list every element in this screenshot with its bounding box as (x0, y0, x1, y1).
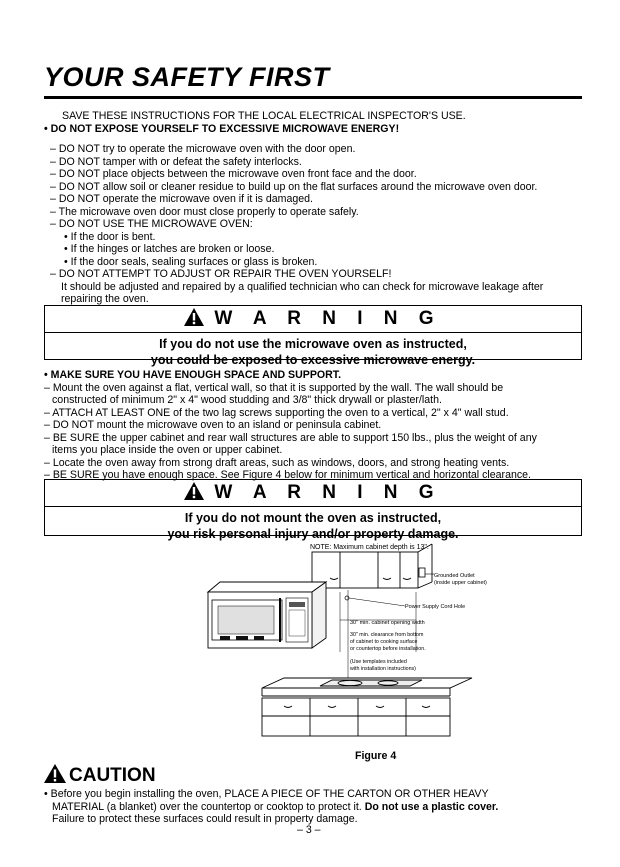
section1-item: – DO NOT operate the microwave oven if it is damaged. (50, 193, 314, 205)
grounded-outlet-sublabel: (inside upper cabinet) (434, 580, 487, 586)
grounded-outlet-label: Grounded Outlet (434, 573, 475, 579)
section1-item: – DO NOT ATTEMPT TO ADJUST OR REPAIR THE OVEN YOURSELF! (50, 268, 392, 280)
caution-heading (44, 764, 156, 787)
warning-text (45, 333, 581, 368)
templates-note-1: (Use templates included (350, 659, 407, 665)
caution-line-2-bold: Do not use a plastic cover. (364, 800, 499, 813)
caution-line-2 (52, 801, 498, 814)
power-cord-hole-label: Power Supply Cord Hole (405, 604, 466, 610)
clearance-label-2: of cabinet to cooking surface (350, 639, 418, 645)
countertop (262, 678, 472, 696)
warning-line-2: you could be exposed to excessive microwave energy. (150, 353, 476, 367)
lower-cabinets (262, 698, 450, 736)
warning-header (45, 480, 581, 507)
figure-note: NOTE: Maximum cabinet depth is 13". (310, 544, 429, 551)
section2-item-continued: constructed of minimum 2" x 4" wood studding and 3/8" thick drywall or plaster/lath. (52, 394, 442, 406)
section1-item: – DO NOT try to operate the microwave oven with the door open. (50, 143, 356, 155)
section1-item: – DO NOT allow soil or cleaner residue to build up on the flat surfaces around the microwave oven door. (50, 180, 538, 193)
section2-item: – ATTACH AT LEAST ONE of the two lag screws supporting the oven to a vertical, 2" x 4" wall stud. (44, 406, 509, 419)
warning-line-1: If you do not mount the oven as instructed, (184, 511, 442, 525)
section1-item-continued: It should be adjusted and repaired by a qualified technician who can check for microwave leakage after (61, 280, 544, 293)
intro-text: SAVE THESE INSTRUCTIONS FOR THE LOCAL ELECTRICAL INSPECTOR'S USE. (62, 110, 466, 122)
section2-item: – Mount the oven against a flat, vertical wall, so that it is supported by the wall. The wall should be (44, 381, 504, 394)
warning-triangle-icon (184, 482, 204, 500)
warning-box-1 (44, 305, 582, 367)
section1-subitem: • If the door seals, sealing surfaces or glass is broken. (64, 255, 318, 268)
section1-subitem: • If the hinges or latches are broken or loose. (64, 243, 275, 255)
section2-heading: • MAKE SURE YOU HAVE ENOUGH SPACE AND SUPPORT. (44, 369, 342, 381)
warning-header (45, 306, 581, 333)
title-rule (44, 96, 582, 99)
warning-text (45, 507, 581, 542)
clearance-label-3: or countertop before installation. (350, 646, 426, 652)
templates-note-2: with installation instructions) (350, 666, 416, 672)
section2-item: – DO NOT mount the microwave oven to an island or peninsula cabinet. (44, 419, 382, 431)
warning-label: W A R N I N G (214, 482, 442, 503)
cabinet-opening-width-label: 30" min. cabinet opening width (350, 620, 425, 626)
microwave-oven (208, 582, 326, 648)
warning-label: W A R N I N G (214, 308, 442, 329)
section2-item: – BE SURE the upper cabinet and rear wall structures are able to support 150 lbs., plus the weight of any (44, 431, 537, 444)
warning-box-2 (44, 479, 582, 541)
section1-item: – DO NOT place objects between the microwave oven front face and the door. (50, 168, 417, 180)
section1-item: – The microwave oven door must close properly to operate safely. (50, 205, 359, 218)
section1-subitem: • If the door is bent. (64, 230, 156, 243)
caution-line-3: Failure to protect these surfaces could result in property damage. (52, 813, 358, 825)
caution-label: CAUTION (69, 765, 156, 786)
caution-line-2-text: MATERIAL (a blanket) over the countertop or cooktop to protect it. (52, 800, 362, 813)
section1-heading: • DO NOT EXPOSE YOURSELF TO EXCESSIVE MICROWAVE ENERGY! (44, 123, 400, 135)
section1-item: – DO NOT USE THE MICROWAVE OVEN: (50, 218, 253, 230)
page-title: YOUR SAFETY FIRST (44, 62, 330, 92)
outlet-icon (419, 568, 425, 577)
figure-4-illustration (200, 540, 490, 745)
page-number: – 3 – (297, 824, 321, 836)
section1-item-continued: repairing the oven. (61, 293, 149, 305)
section2-item: – BE SURE you have enough space. See Figure 4 below for minimum vertical and horizontal clearance. (44, 469, 531, 481)
section1-item: – DO NOT tamper with or defeat the safety interlocks. (50, 155, 302, 168)
clearance-label-1: 30" min. clearance from bottom (350, 632, 424, 638)
figure-caption: Figure 4 (355, 750, 397, 762)
warning-line-2: you risk personal injury and/or property damage. (167, 527, 459, 541)
cord-hole-icon (345, 596, 349, 600)
section2-item-continued: items you place inside the oven or upper cabinet. (52, 444, 283, 456)
section2-item: – Locate the oven away from strong draft areas, such as windows, doors, and strong heating vents. (44, 456, 510, 469)
warning-line-1: If you do not use the microwave oven as instructed, (159, 337, 467, 351)
warning-triangle-icon (184, 308, 204, 326)
caution-line-1: • Before you begin installing the oven, PLACE A PIECE OF THE CARTON OR OTHER HEAVY (44, 788, 489, 800)
caution-triangle-icon (44, 764, 66, 783)
